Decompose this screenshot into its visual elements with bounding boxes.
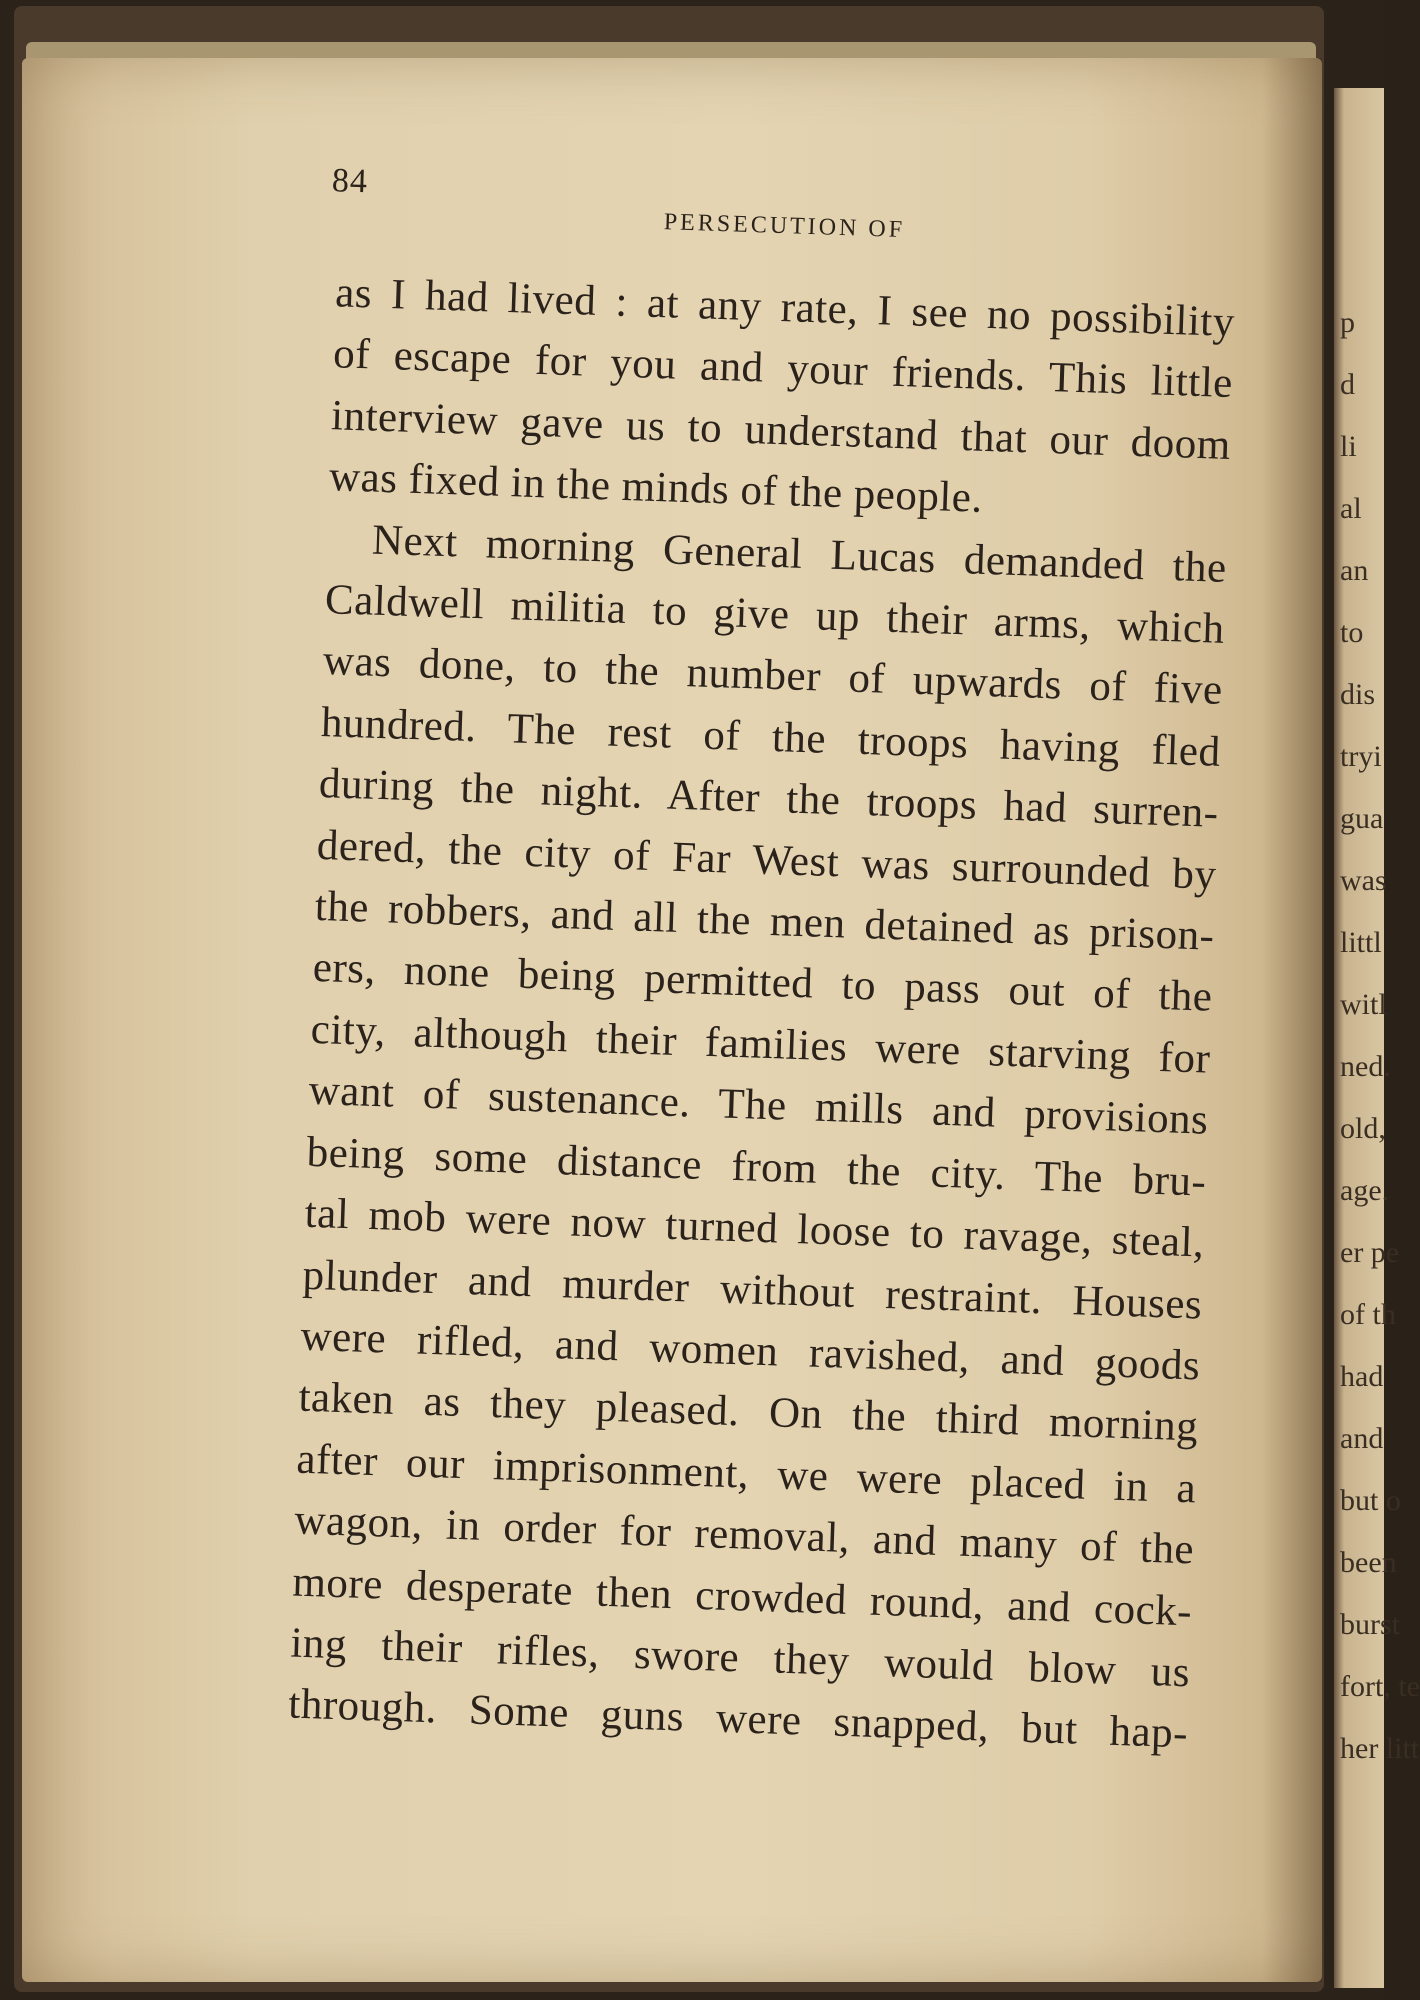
facing-page-fragment: burst <box>1340 1608 1400 1641</box>
text-line: dered, the city of Far West was surrounded by <box>316 821 1218 899</box>
text-line: ing their rifles, swore they would blow us <box>289 1619 1191 1697</box>
facing-page-fragment: and <box>1340 1422 1384 1455</box>
facing-page-fragment: littl <box>1340 926 1382 959</box>
text-line: taken as they pleased. On the third morning <box>297 1373 1199 1451</box>
facing-page-fragment: er pe <box>1340 1236 1400 1269</box>
text-line: during the night. After the troops had surren- <box>318 760 1220 838</box>
text-line: Next morning General Lucas demanded the <box>371 516 1228 592</box>
text-line: through. Some guns were snapped, but hap- <box>287 1680 1189 1758</box>
facing-page-fragment: was <box>1340 864 1387 897</box>
facing-page-fragment: old, <box>1340 1112 1386 1145</box>
text-line: interview gave us to understand that our doom <box>330 392 1232 469</box>
facing-page-fragment: gua <box>1340 802 1384 835</box>
facing-page-fragment: an <box>1340 554 1369 587</box>
text-line: want of sustenance. The mills and provisions <box>308 1067 1210 1144</box>
gutter-shadow <box>1262 58 1322 1982</box>
facing-page-fragment: dis <box>1340 678 1376 711</box>
text-line: city, although their families were starving for <box>310 1005 1212 1083</box>
text-line: wagon, in order for removal, and many of the <box>293 1496 1195 1574</box>
text-line: being some distance from the city. The bru- <box>306 1128 1208 1206</box>
facing-page-fragment: to <box>1340 616 1364 649</box>
page-number: 84 <box>331 162 369 201</box>
facing-page-fragment: al <box>1340 492 1362 525</box>
facing-page-fragment: ned. <box>1340 1050 1391 1083</box>
facing-page-fragment: age. <box>1340 1174 1390 1207</box>
text-line: plunder and murder without restraint. Houses <box>301 1251 1204 1329</box>
text-line: were rifled, and women ravished, and goods <box>299 1312 1201 1390</box>
running-head: PERSECUTION OF <box>663 209 906 244</box>
facing-page-fragment: li <box>1340 430 1357 463</box>
text-line: of escape for you and your friends. This little <box>332 330 1234 408</box>
text-line: ers, none being permitted to pass out of the <box>312 944 1214 1022</box>
facing-page-fragment: d <box>1340 368 1355 401</box>
facing-page-fragment: but o <box>1340 1484 1401 1517</box>
facing-page-fragment: p <box>1340 306 1355 339</box>
text-line: the robbers, and all the men detained as prison- <box>314 882 1216 960</box>
facing-page-fragment: witl <box>1340 988 1387 1021</box>
facing-page-fragment: been <box>1340 1546 1397 1579</box>
text-line: hundred. The rest of the troops having fled <box>320 698 1222 776</box>
body-text <box>287 262 1235 1765</box>
text-line: was done, to the number of upwards of five <box>322 637 1224 715</box>
facing-page-fragment: had <box>1340 1360 1384 1393</box>
facing-page-fragment: fort, te <box>1340 1670 1420 1703</box>
text-line: more desperate then crowded round, and cock- <box>291 1558 1193 1635</box>
text-line: tal mob were now turned loose to ravage, steal, <box>303 1189 1206 1267</box>
text-line: after our imprisonment, we were placed in a <box>295 1435 1197 1513</box>
text-line: was fixed in the minds of the people. <box>328 453 984 523</box>
facing-page-fragment: tryi <box>1340 740 1382 773</box>
facing-page-fragment: her litt <box>1340 1732 1420 1765</box>
text-line: Caldwell militia to give up their arms, which <box>324 576 1226 653</box>
facing-page-fragment: of th <box>1340 1298 1396 1331</box>
text-line: as I had lived : at any rate, I see no possibility <box>334 269 1236 347</box>
